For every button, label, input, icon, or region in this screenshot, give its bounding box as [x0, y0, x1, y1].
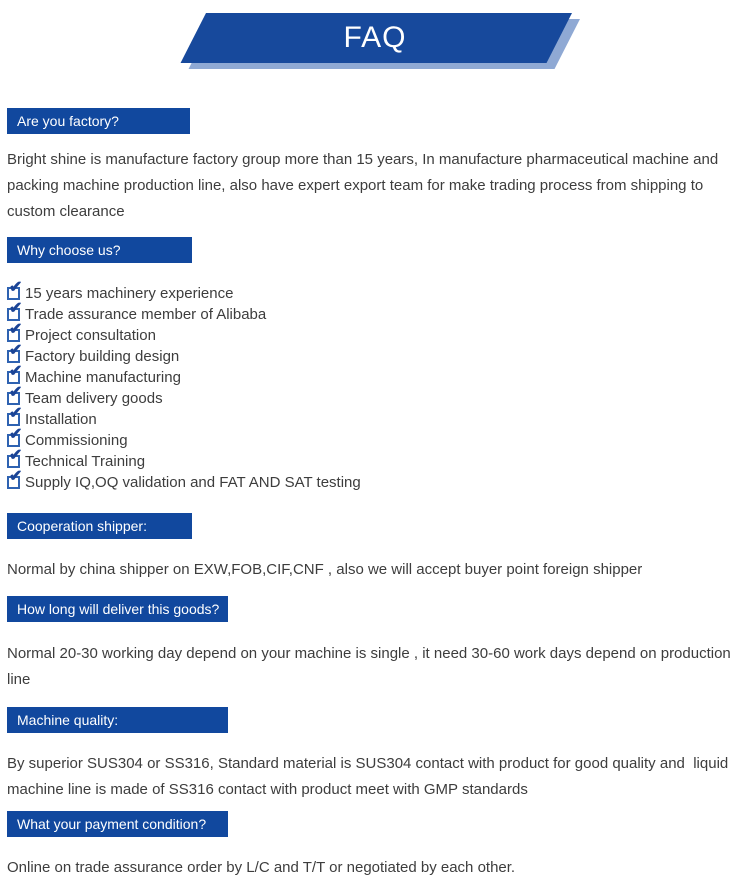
check-icon: ✔	[7, 434, 20, 447]
section-body-machine-quality: By superior SUS304 or SS316, Standard material is SUS304 contact with product for good quality and liquid machine line is made of SS316 contact with product meet with GMP standards	[7, 755, 733, 798]
check-icon: ✔	[7, 476, 20, 489]
checklist-item-label: Trade assurance member of Alibaba	[25, 306, 267, 323]
check-icon: ✔	[7, 308, 20, 321]
section-heading-cooperation-shipper: Cooperation shipper:	[7, 513, 192, 539]
checklist-item	[7, 321, 742, 346]
checklist-item	[7, 405, 742, 430]
section-heading-delivery-time: How long will deliver this goods?	[7, 596, 228, 622]
section-body-delivery-time: Normal 20-30 working day depend on your machine is single , it need 30-60 work days depend on production line	[7, 645, 735, 688]
checklist-item-label: Team delivery goods	[25, 390, 163, 407]
checklist-item-label: Technical Training	[25, 453, 146, 470]
section-body-are-you-factory: Bright shine is manufacture factory group more than 15 years, In manufacture pharmaceutical machine and packing machine production line, also have expert export team for make trading process from shipping to custom clearance	[7, 151, 723, 220]
checklist-item	[7, 300, 742, 325]
why-choose-us-checklist	[7, 279, 742, 493]
check-icon: ✔	[7, 329, 20, 342]
check-icon: ✔	[7, 371, 20, 384]
check-icon: ✔	[7, 455, 20, 468]
section-heading-machine-quality: Machine quality:	[7, 707, 228, 733]
checklist-item-label: 15 years machinery experience	[25, 285, 234, 302]
checklist-item-label: Factory building design	[25, 348, 180, 365]
checklist-item	[7, 384, 742, 409]
faq-banner-title: FAQ	[343, 21, 407, 54]
section-heading-are-you-factory: Are you factory?	[7, 108, 190, 134]
checklist-item	[7, 363, 742, 388]
check-icon: ✔	[7, 392, 20, 405]
checklist-item	[7, 468, 742, 493]
faq-content	[0, 108, 750, 881]
faq-banner	[0, 13, 750, 83]
checklist-item	[7, 447, 742, 472]
check-icon: ✔	[7, 413, 20, 426]
checklist-item-label: Machine manufacturing	[25, 369, 181, 386]
section-heading-payment-condition: What your payment condition?	[7, 811, 228, 837]
checklist-item-label: Commissioning	[25, 432, 128, 449]
checklist-item-label: Project consultation	[25, 327, 156, 344]
section-body-cooperation-shipper: Normal by china shipper on EXW,FOB,CIF,CNF , also we will accept buyer point foreign shipper	[7, 561, 643, 578]
checklist-item-label: Supply IQ,OQ validation and FAT AND SAT testing	[25, 474, 361, 491]
checklist-item	[7, 279, 742, 304]
checklist-item-label: Installation	[25, 411, 97, 428]
checklist-item	[7, 426, 742, 451]
checklist-item	[7, 342, 742, 367]
check-icon: ✔	[7, 287, 20, 300]
section-body-payment-condition: Online on trade assurance order by L/C and T/T or negotiated by each other.	[7, 859, 516, 876]
section-heading-why-choose-us: Why choose us?	[7, 237, 192, 263]
check-icon: ✔	[7, 350, 20, 363]
